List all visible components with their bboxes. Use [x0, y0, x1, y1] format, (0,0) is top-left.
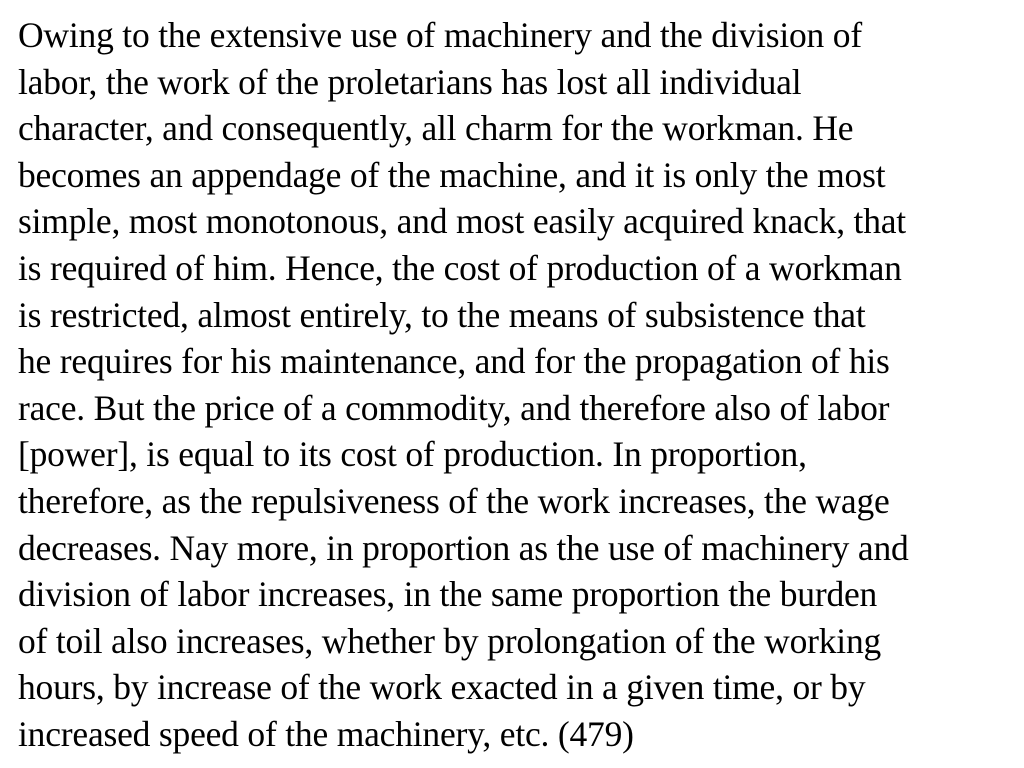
text-line: labor, the work of the proletarians has lost all individual — [18, 61, 802, 102]
quote-paragraph — [18, 12, 1024, 758]
text-line: is required of him. Hence, the cost of production of a workman — [18, 247, 902, 288]
text-line: race. But the price of a commodity, and therefore also of labor — [18, 387, 890, 428]
text-line: decreases. Nay more, in proportion as the use of machinery and — [18, 527, 909, 568]
text-line: increased speed of the machinery, etc. (479) — [18, 713, 634, 754]
text-line: [power], is equal to its cost of production. In proportion, — [18, 434, 807, 475]
text-line: hours, by increase of the work exacted in a given time, or by — [18, 667, 866, 708]
text-line: is restricted, almost entirely, to the means of subsistence that — [18, 294, 866, 335]
text-line: simple, most monotonous, and most easily acquired knack, that — [18, 201, 906, 242]
text-line: therefore, as the repulsiveness of the work increases, the wage — [18, 480, 890, 521]
text-line: division of labor increases, in the same proportion the burden — [18, 574, 878, 615]
text-line: he requires for his maintenance, and for the propagation of his — [18, 341, 890, 382]
text-line: of toil also increases, whether by prolongation of the working — [18, 620, 882, 661]
text-line: character, and consequently, all charm for the workman. He — [18, 108, 854, 149]
text-line: Owing to the extensive use of machinery and the division of — [18, 15, 862, 55]
text-line: becomes an appendage of the machine, and it is only the most — [18, 154, 886, 195]
